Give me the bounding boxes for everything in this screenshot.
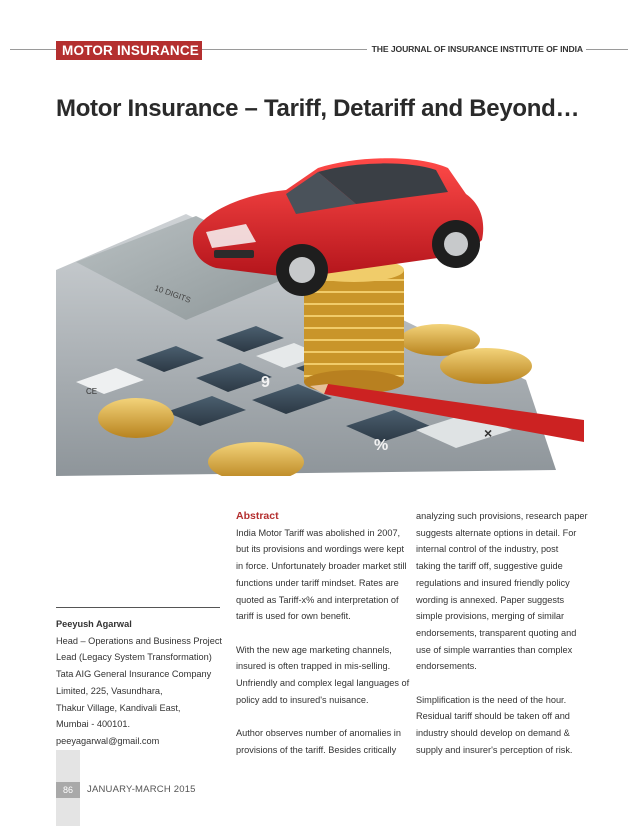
text-line: India Motor Tariff was abolished in 2007, [236,527,401,538]
author-address-line: Limited, 225, Vasundhara, [56,685,163,696]
author-company: Tata AIG General Insurance Company [56,669,212,680]
section-tag: MOTOR INSURANCE [56,41,202,60]
text-line: Unfriendly and complex legal languages of [236,678,410,689]
abstract-column-right [416,508,588,759]
text-line: use of simple warranties than complex [416,644,573,655]
text-line: endorsements. [416,661,477,672]
text-line: supply and insurer's perception of risk. [416,744,573,755]
key-9: 9 [261,374,270,391]
author-block [56,616,226,750]
text-line: taking the tariff off, suggestive guide [416,561,563,572]
paragraph-gap [236,708,411,725]
article-title: Motor Insurance – Tariff, Detariff and Beyond… [56,95,580,122]
text-line: quoted as Tariff-x% and interpretation of [236,594,399,605]
text-line: but its provisions and wordings were kept [236,544,405,555]
key-percent: % [374,437,389,454]
hero-illustration [56,150,584,476]
text-line: insured is often trapped in mis-selling. [236,661,391,672]
text-line: regulations and insured friendly policy [416,577,570,588]
text-line: With the new age marketing channels, [236,644,392,655]
text-line: provisions of the tariff. Besides critically [236,744,397,755]
abstract-heading: Abstract [236,510,279,522]
paragraph-gap [236,625,411,642]
abstract-column-middle [236,508,411,759]
text-line: in force. Unfortunately broader market still [236,561,407,572]
text-line: functions under tariff mindset. Rates are [236,577,399,588]
abstract-middle-text [236,525,411,759]
text-line: wording is annexed. Paper suggests [416,594,565,605]
text-line: Simplification is the need of the hour. [416,694,567,705]
journal-name: THE JOURNAL OF INSURANCE INSTITUTE OF INDIA [367,44,586,55]
text-line: Residual tariff should be taken off and [416,711,570,722]
text-line: analyzing such provisions, research paper [416,511,588,521]
text-line: policy add to insured's nuisance. [236,694,369,705]
issue-date: JANUARY-MARCH 2015 [87,784,196,795]
text-line: industry should develop on demand & [416,728,570,739]
page-number: 86 [56,782,80,798]
text-line: Author observes number of anomalies in [236,728,401,739]
calculator-screen-label: 10 DIGITS [153,283,192,305]
author-rule [56,607,220,608]
text-line: suggests alternate options in detail. For [416,527,577,538]
author-name: Peeyush Agarwal [56,619,132,629]
author-address-line: Thakur Village, Kandivali East, [56,702,181,713]
text-line: internal control of the industry, post [416,544,559,555]
text-line: simple provisions, merging of similar [416,611,565,622]
text-line: endorsements, transparent quoting and [416,627,577,638]
author-title-line: Lead (Legacy System Transformation) [56,652,212,663]
author-email[interactable]: peeyagarwal@gmail.com [56,735,160,746]
abstract-right-text [416,508,588,759]
key-ce: CE [86,387,98,396]
author-address-line: Mumbai - 400101. [56,719,131,730]
author-title-line: Head – Operations and Business Project [56,635,222,646]
text-line: tariff is used for own benefit. [236,611,351,622]
key-multiply: × [484,425,493,441]
paragraph-gap [416,675,588,692]
